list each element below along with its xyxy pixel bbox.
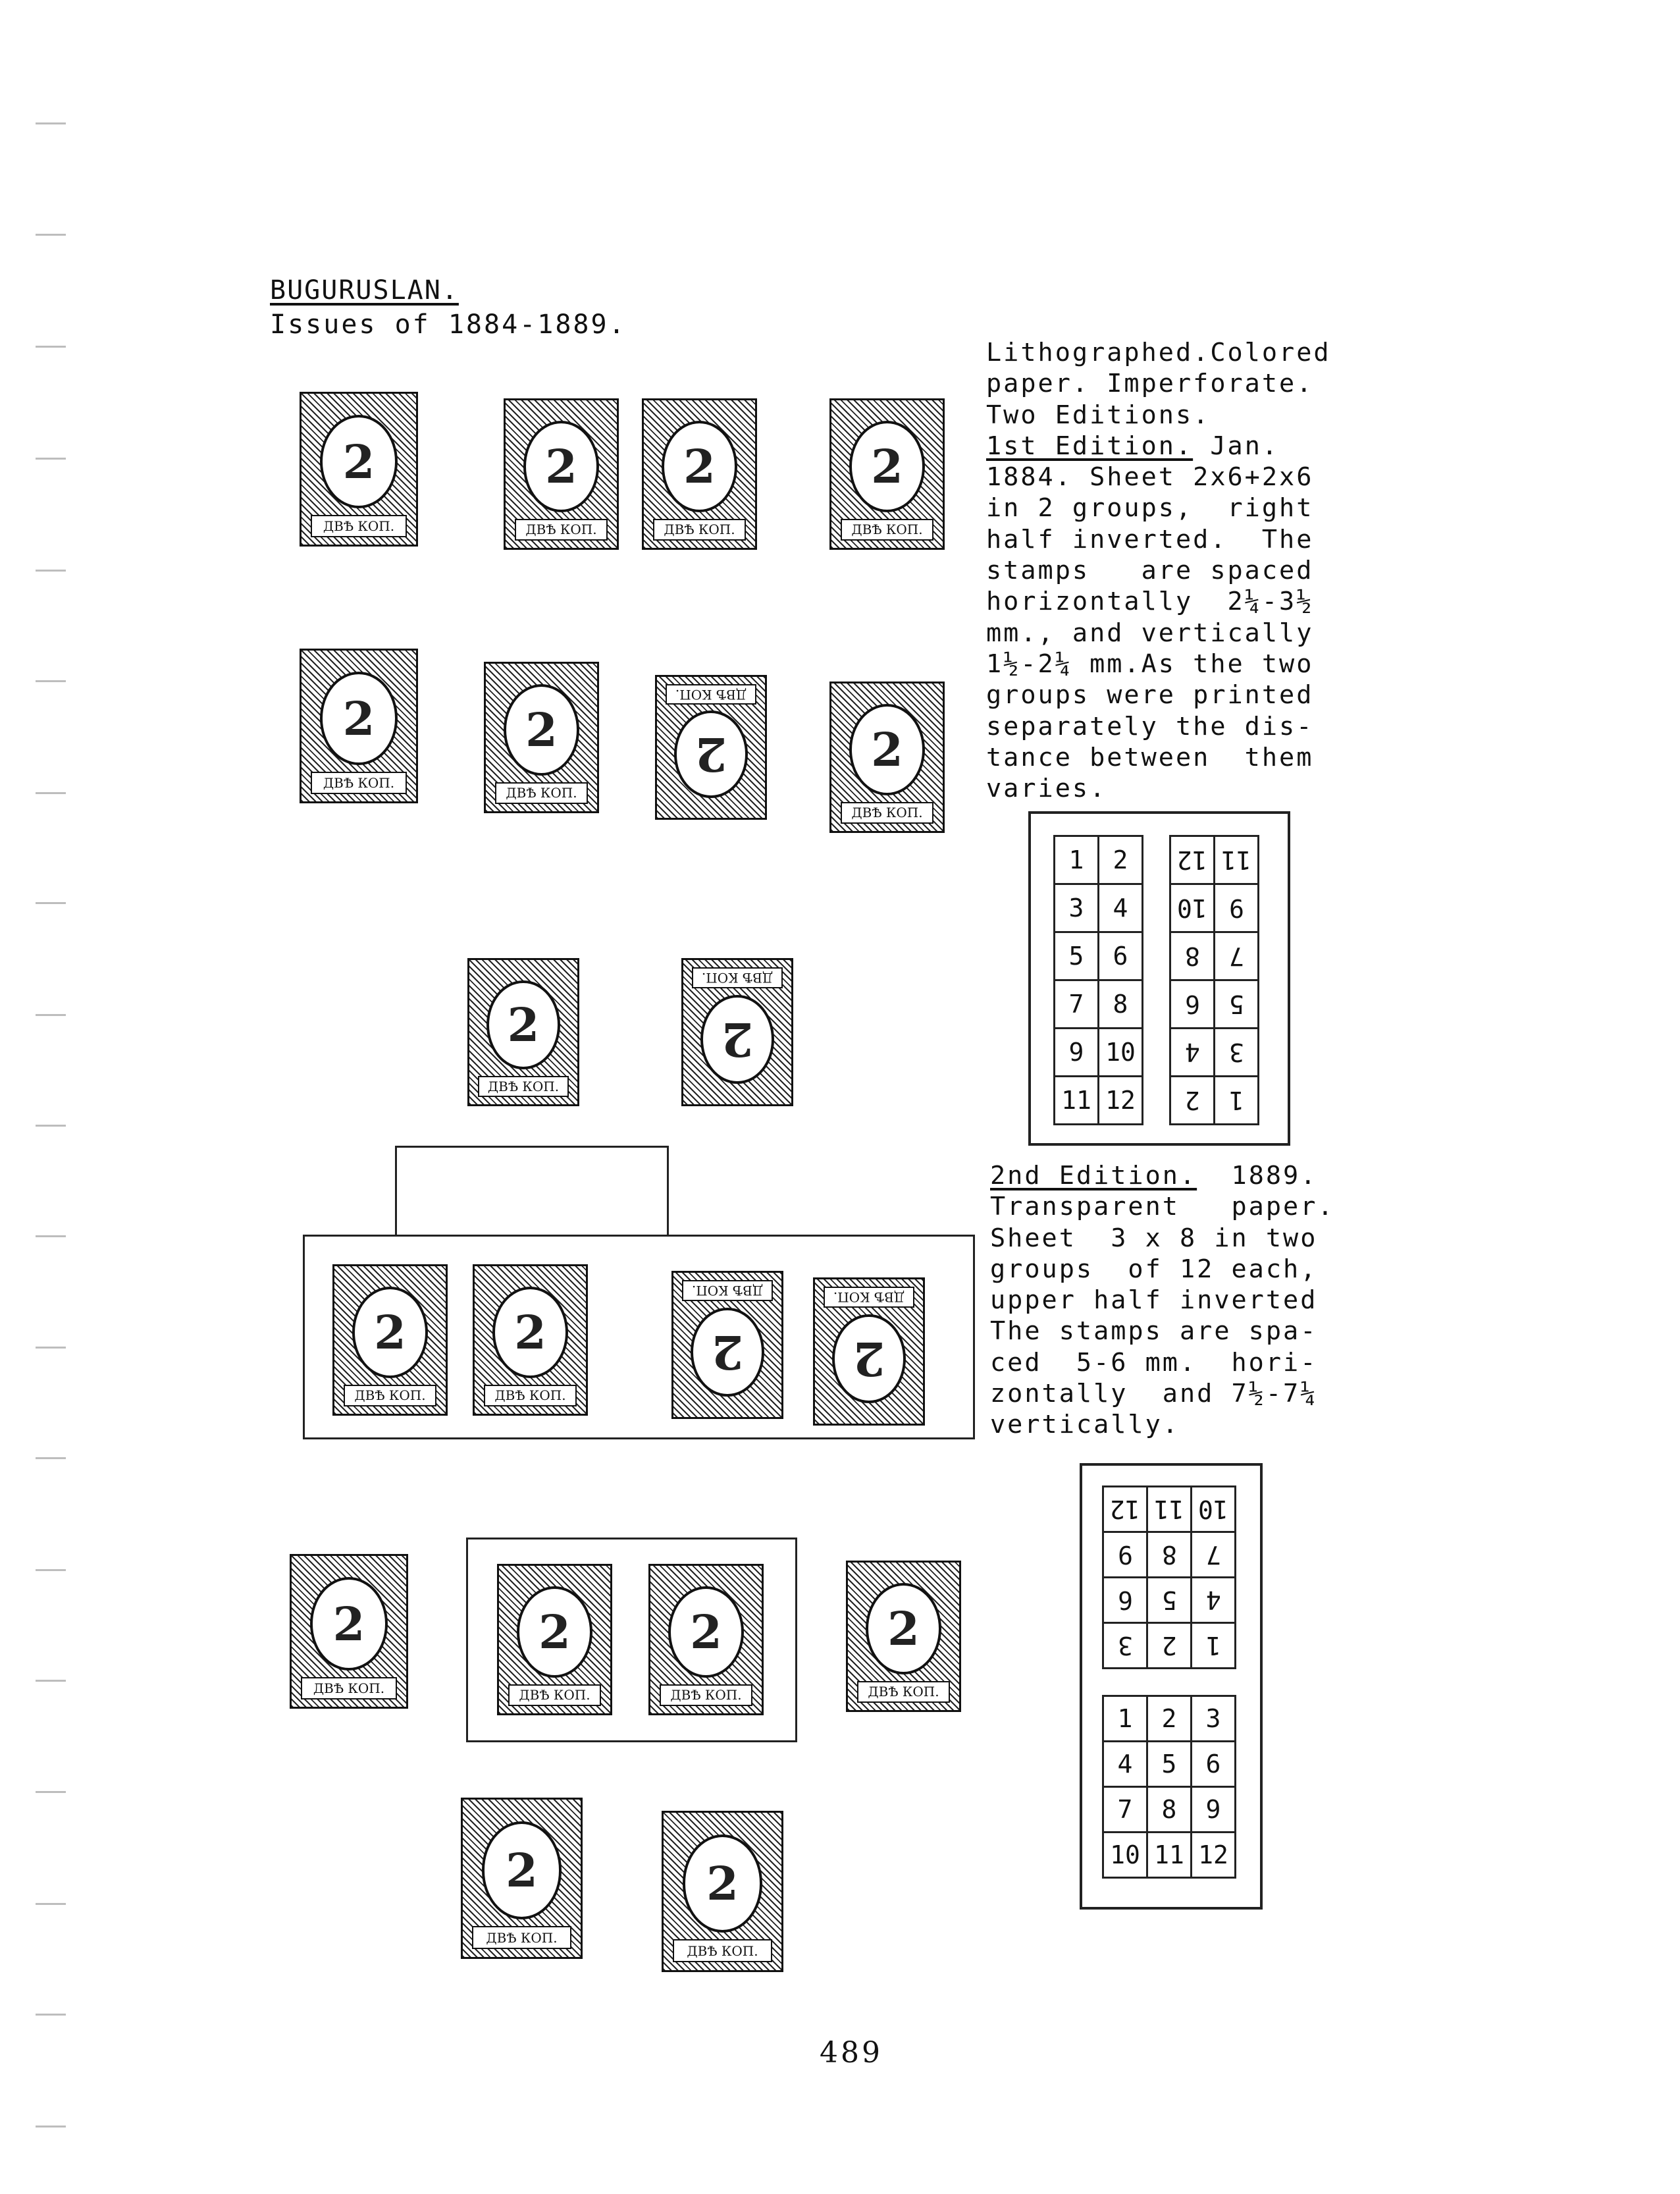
sheet-position-cell: [1215, 836, 1259, 884]
edition1-label: 1st Edition.: [986, 431, 1194, 461]
text-line: separately the dis-: [986, 711, 1314, 741]
binder-mark: [36, 1125, 66, 1127]
grid-row: [1103, 1787, 1236, 1833]
position-number: 8: [1113, 990, 1128, 1019]
stamp-value-label: ДВѢ КОП.: [692, 967, 783, 988]
binder-mark: [36, 1457, 66, 1459]
position-number: 2: [1184, 1086, 1200, 1115]
sheet-position-cell: [1192, 1623, 1236, 1669]
text-line: tance between them: [986, 742, 1314, 772]
stamp-numeral: 2: [514, 1305, 546, 1360]
position-number: 6: [1205, 1750, 1221, 1779]
grid-row: [1103, 1623, 1236, 1669]
sheet-position-cell: [1147, 1623, 1192, 1669]
stamp-oval-frame: [504, 684, 579, 776]
position-number: 4: [1117, 1750, 1133, 1779]
position-number: 3: [1117, 1631, 1133, 1660]
stamp-numeral: 2: [374, 1305, 406, 1360]
position-number: 7: [1205, 1540, 1221, 1569]
binder-mark: [36, 122, 66, 124]
sheet-position-cell: [1055, 884, 1099, 932]
binder-mark: [36, 458, 66, 460]
stamp-image: [662, 1811, 783, 1972]
sheet-position-cell: [1192, 1532, 1236, 1578]
edition2-sheet-diagram: [1080, 1463, 1263, 1910]
position-number: 2: [1161, 1704, 1177, 1733]
position-number: 4: [1184, 1038, 1200, 1067]
binder-mark: [36, 792, 66, 794]
sheet-position-cell: [1099, 836, 1143, 884]
sheet-position-cell: [1147, 1696, 1192, 1742]
stamp-value-label: ДВѢ КОП.: [508, 1684, 602, 1706]
stamp-image: [655, 675, 767, 820]
sheet-position-cell: [1170, 932, 1215, 980]
sheet-position-cell: [1192, 1787, 1236, 1833]
binder-mark: [36, 1680, 66, 1682]
text-line: groups were printed: [986, 680, 1314, 710]
stamp-numeral: 2: [507, 998, 540, 1053]
stamp-image: [671, 1271, 783, 1419]
sheet-position-cell: [1103, 1696, 1147, 1742]
sheet-position-cell: [1170, 836, 1215, 884]
page-number: 489: [820, 2036, 883, 2070]
position-number: 7: [1068, 990, 1084, 1019]
intro-line: Two Editions.: [986, 400, 1211, 430]
binder-mark: [36, 1569, 66, 1571]
sheet-position-cell: [1147, 1532, 1192, 1578]
grid-row: [1103, 1696, 1236, 1742]
stamp-oval-frame: [866, 1583, 941, 1674]
sheet-position-cell: [1192, 1742, 1236, 1787]
sheet-position-cell: [1215, 884, 1259, 932]
grid-row: [1103, 1742, 1236, 1787]
position-number: 1: [1117, 1704, 1133, 1733]
stamp-value-label: ДВѢ КОП.: [478, 1076, 569, 1097]
stamp-value-label: ДВѢ КОП.: [824, 1287, 914, 1308]
stamp-image: [648, 1564, 764, 1715]
position-number: 8: [1161, 1795, 1177, 1824]
binder-mark: [36, 902, 66, 904]
position-number: 12: [1105, 1086, 1136, 1115]
stamp-image: [290, 1554, 408, 1709]
sheet-position-cell: [1170, 1029, 1215, 1077]
edition2-text: [990, 1160, 1335, 1441]
position-number: 11: [1061, 1086, 1091, 1115]
stamp-numeral: 2: [711, 1324, 744, 1379]
text-line: 1884. Sheet 2x6+2x6: [986, 462, 1314, 493]
position-number: 3: [1228, 1038, 1244, 1067]
binder-mark: [36, 346, 66, 348]
grid-row: [1055, 836, 1143, 884]
stamp-image: [484, 662, 599, 813]
position-number: 9: [1117, 1540, 1133, 1569]
position-number: 8: [1184, 942, 1200, 971]
text-line: ced 5-6 mm. hori-: [990, 1347, 1318, 1378]
stamp-numeral: 2: [721, 1011, 754, 1067]
edition1-sheet-diagram: [1028, 811, 1290, 1146]
position-number: 12: [1110, 1495, 1140, 1524]
sheet-position-cell: [1055, 980, 1099, 1029]
position-number: 8: [1161, 1540, 1177, 1569]
stamp-oval-frame: [320, 672, 398, 765]
stamp-value-label: ДВѢ КОП.: [660, 1684, 753, 1706]
edition1-date: Jan.: [1193, 431, 1280, 461]
position-number: 4: [1113, 894, 1128, 923]
stamp-oval-frame: [492, 1287, 568, 1378]
stamp-numeral: 2: [853, 1331, 885, 1386]
stamp-oval-frame: [523, 421, 599, 512]
sheet-position-cell: [1147, 1833, 1192, 1878]
grid-row: [1170, 1029, 1259, 1077]
position-number: 5: [1161, 1750, 1177, 1779]
sheet-position-cell: [1215, 980, 1259, 1029]
stamp-numeral: 2: [342, 434, 375, 489]
sheet-position-cell: [1103, 1623, 1147, 1669]
stamp-oval-frame: [482, 1821, 562, 1919]
stamp-numeral: 2: [506, 1843, 538, 1898]
sheet-position-cell: [1103, 1532, 1147, 1578]
stamp-image: [332, 1264, 448, 1416]
sheet-position-cell: [1147, 1578, 1192, 1623]
position-number: 2: [1113, 845, 1128, 874]
sheet-position-cell: [1055, 1029, 1099, 1077]
position-number: 11: [1154, 1495, 1184, 1524]
sheet-position-cell: [1215, 1077, 1259, 1125]
sheet-bottom-group: [1102, 1695, 1236, 1879]
stamp-image: [829, 398, 945, 550]
stamp-numeral: 2: [545, 439, 577, 495]
stamp-value-label: ДВѢ КОП.: [841, 519, 934, 541]
stamp-image: [497, 1564, 612, 1715]
stamp-oval-frame: [662, 421, 737, 512]
grid-row: [1170, 980, 1259, 1029]
position-number: 3: [1068, 894, 1084, 923]
grid-row: [1103, 1487, 1236, 1532]
stamp-value-label: ДВѢ КОП.: [653, 519, 747, 541]
stamp-oval-frame: [352, 1287, 428, 1378]
stamp-image: [813, 1277, 925, 1426]
binder-mark: [36, 1014, 66, 1016]
sheet-top-group: [1102, 1485, 1236, 1669]
stamp-numeral: 2: [332, 1596, 365, 1651]
binder-mark: [36, 1235, 66, 1237]
binder-mark: [36, 2126, 66, 2127]
stamp-value-label: ДВѢ КОП.: [673, 1939, 772, 1962]
stamp-value-label: ДВѢ КОП.: [682, 1280, 773, 1301]
text-line: zontally and 7½-7¼: [990, 1379, 1318, 1409]
sheet-position-cell: [1099, 884, 1143, 932]
sheet-position-cell: [1099, 932, 1143, 980]
stamp-image: [829, 682, 945, 833]
position-number: 12: [1177, 845, 1207, 874]
position-number: 7: [1228, 942, 1244, 971]
grid-row: [1055, 884, 1143, 932]
position-number: 10: [1198, 1495, 1228, 1524]
sheet-position-cell: [1099, 1029, 1143, 1077]
grid-row: [1103, 1578, 1236, 1623]
stamp-image: [846, 1561, 961, 1712]
grid-row: [1055, 932, 1143, 980]
position-number: 6: [1184, 990, 1200, 1019]
position-number: 5: [1068, 942, 1084, 971]
position-number: 6: [1117, 1586, 1133, 1615]
sheet-position-cell: [1055, 836, 1099, 884]
position-number: 2: [1161, 1631, 1177, 1660]
edition2-label: 2nd Edition.: [990, 1161, 1197, 1191]
position-number: 9: [1228, 894, 1244, 923]
position-number: 7: [1117, 1795, 1133, 1824]
sheet-position-cell: [1103, 1742, 1147, 1787]
sheet-right-group: [1169, 835, 1259, 1125]
sheet-position-cell: [1099, 980, 1143, 1029]
text-line: half inverted. The: [986, 524, 1314, 554]
stamp-oval-frame: [517, 1586, 592, 1678]
binder-mark: [36, 1903, 66, 1905]
intro-line: paper. Imperforate.: [986, 369, 1314, 399]
stamp-oval-frame: [700, 995, 774, 1084]
position-number: 4: [1205, 1586, 1221, 1615]
grid-row: [1103, 1532, 1236, 1578]
stamp-value-label: ДВѢ КОП.: [301, 1677, 397, 1699]
sheet-position-cell: [1055, 932, 1099, 980]
position-number: 9: [1205, 1795, 1221, 1824]
grid-row: [1170, 932, 1259, 980]
stamp-oval-frame: [310, 1577, 388, 1671]
position-number: 3: [1205, 1704, 1221, 1733]
sheet-position-cell: [1192, 1578, 1236, 1623]
stamp-value-label: ДВѢ КОП.: [515, 519, 608, 541]
position-number: 1: [1205, 1631, 1221, 1660]
stamp-value-label: ДВѢ КОП.: [311, 515, 407, 537]
sheet-position-cell: [1215, 1029, 1259, 1077]
stamp-oval-frame: [683, 1834, 763, 1932]
stamp-numeral: 2: [887, 1601, 920, 1657]
grid-row: [1103, 1833, 1236, 1878]
sheet-position-cell: [1192, 1487, 1236, 1532]
sheet-position-cell: [1103, 1787, 1147, 1833]
page-title: [270, 275, 459, 306]
position-number: 5: [1228, 990, 1244, 1019]
text-line: The stamps are spa-: [990, 1316, 1318, 1347]
binder-mark: [36, 1791, 66, 1793]
stamp-oval-frame: [849, 704, 925, 795]
stamp-oval-frame: [486, 980, 560, 1070]
position-number: 10: [1105, 1038, 1136, 1067]
binder-mark: [36, 570, 66, 572]
position-number: 11: [1154, 1840, 1184, 1869]
text-line: stamps are spaced: [986, 556, 1314, 586]
position-number: 9: [1068, 1038, 1084, 1067]
sheet-left-group: [1053, 835, 1143, 1125]
stamp-image: [467, 958, 579, 1106]
text-line: 1½-2¼ mm.As the two: [986, 649, 1314, 679]
stamp-numeral: 2: [695, 727, 727, 782]
sheet-position-cell: [1103, 1487, 1147, 1532]
grid-row: [1170, 884, 1259, 932]
stamp-value-label: ДВѢ КОП.: [666, 684, 756, 705]
stamp-value-label: ДВѢ КОП.: [484, 1385, 577, 1406]
position-number: 12: [1198, 1840, 1228, 1869]
grid-row: [1170, 836, 1259, 884]
stamp-value-label: ДВѢ КОП.: [472, 1926, 571, 1949]
stamp-image: [461, 1798, 583, 1959]
sheet-position-cell: [1215, 932, 1259, 980]
text-line: vertically.: [990, 1410, 1180, 1440]
text-line: mm., and vertically: [986, 618, 1314, 648]
position-number: 1: [1228, 1086, 1244, 1115]
sheet-position-cell: [1192, 1696, 1236, 1742]
city-heading: BUGURUSLAN.: [270, 275, 459, 306]
edition2-date: 1889.: [1197, 1161, 1318, 1191]
binder-mark: [36, 1347, 66, 1349]
stamp-image: [642, 398, 757, 550]
stamp-oval-frame: [832, 1314, 906, 1404]
stamp-numeral: 2: [690, 1605, 722, 1660]
stamp-numeral: 2: [538, 1605, 571, 1660]
text-line: Transparent paper.: [990, 1192, 1335, 1222]
stamp-oval-frame: [691, 1308, 764, 1397]
sheet-position-cell: [1147, 1487, 1192, 1532]
text-line: groups of 12 each,: [990, 1254, 1318, 1284]
text-line: Sheet 3 x 8 in two: [990, 1223, 1318, 1253]
stamp-value-label: ДВѢ КОП.: [857, 1681, 951, 1703]
position-number: 10: [1177, 894, 1207, 923]
position-number: 11: [1221, 845, 1251, 874]
stamp-numeral: 2: [871, 722, 903, 778]
sheet-position-cell: [1055, 1077, 1099, 1125]
text-line: horizontally 2¼-3½: [986, 587, 1314, 617]
text-line: varies.: [986, 774, 1107, 804]
edition1-text: [986, 337, 1331, 804]
text-line: upper half inverted: [990, 1285, 1318, 1316]
sheet-position-cell: [1170, 1077, 1215, 1125]
sheet-position-cell: [1147, 1787, 1192, 1833]
stamp-oval-frame: [674, 710, 748, 798]
stamp-numeral: 2: [342, 691, 375, 746]
stamp-oval-frame: [849, 421, 925, 512]
stamp-oval-frame: [320, 415, 398, 508]
sheet-position-cell: [1170, 884, 1215, 932]
intro-line: Lithographed.Colored: [986, 338, 1331, 367]
grid-row: [1055, 1077, 1143, 1125]
stamp-value-label: ДВѢ КОП.: [495, 782, 589, 804]
position-number: 10: [1110, 1840, 1140, 1869]
stamp-value-label: ДВѢ КОП.: [841, 802, 934, 824]
stamp-numeral: 2: [706, 1856, 739, 1912]
stamp-oval-frame: [668, 1586, 744, 1678]
sheet-position-cell: [1103, 1578, 1147, 1623]
grid-row: [1055, 1029, 1143, 1077]
stamp-numeral: 2: [683, 439, 716, 495]
grid-row: [1055, 980, 1143, 1029]
binder-mark: [36, 2014, 66, 2016]
issues-subtitle: Issues of 1884-1889.: [270, 309, 627, 340]
sheet-position-cell: [1103, 1833, 1147, 1878]
text-line: in 2 groups, right: [986, 493, 1314, 523]
stamp-image: [473, 1264, 588, 1416]
stamp-numeral: 2: [871, 439, 903, 495]
stamp-image: [504, 398, 619, 550]
stamp-image: [681, 958, 793, 1106]
sheet-position-cell: [1147, 1742, 1192, 1787]
stamp-numeral: 2: [525, 703, 558, 758]
stamp-image: [300, 649, 418, 803]
stamp-value-label: ДВѢ КОП.: [344, 1385, 437, 1406]
sheet-position-cell: [1099, 1077, 1143, 1125]
stamp-image: [300, 392, 418, 547]
sheet-position-cell: [1170, 980, 1215, 1029]
binder-mark: [36, 680, 66, 682]
position-number: 5: [1161, 1586, 1177, 1615]
stamp-value-label: ДВѢ КОП.: [311, 772, 407, 794]
position-number: 6: [1113, 942, 1128, 971]
sheet-position-cell: [1192, 1833, 1236, 1878]
position-number: 1: [1068, 845, 1084, 874]
grid-row: [1170, 1077, 1259, 1125]
binder-mark: [36, 234, 66, 236]
